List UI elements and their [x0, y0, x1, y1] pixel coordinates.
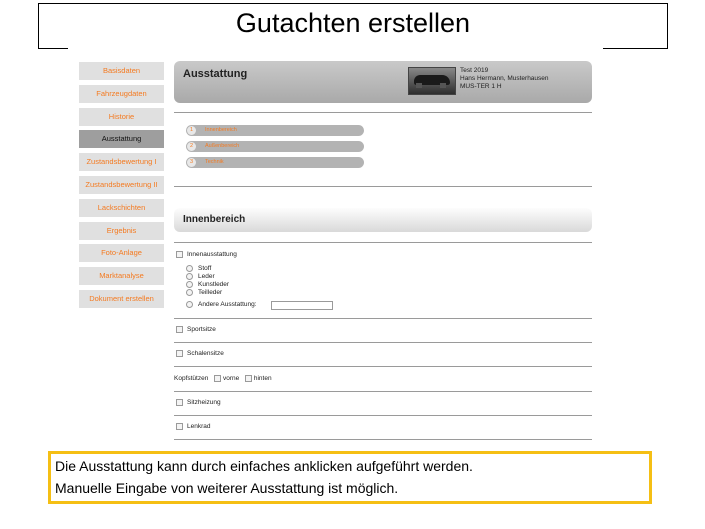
- nav-item-ausstattung[interactable]: Ausstattung: [79, 130, 164, 148]
- kopfstuetzen-label: Kopfstützen: [174, 375, 209, 382]
- nav-item-historie[interactable]: Historie: [79, 108, 164, 126]
- sitzheizung-label: Sitzheizung: [187, 399, 221, 406]
- nav-item-ergebnis[interactable]: Ergebnis: [79, 222, 164, 240]
- radio-option[interactable]: [186, 289, 222, 296]
- lenkrad-row: [176, 423, 211, 430]
- step-label: Innenbereich: [205, 127, 237, 133]
- hinten-checkbox[interactable]: [245, 375, 252, 382]
- radio-label: Teilleder: [198, 289, 223, 296]
- page-header: [174, 61, 592, 103]
- car-thumbnail[interactable]: [408, 67, 456, 95]
- innenausstattung-row: [176, 251, 237, 258]
- case-info: [460, 67, 549, 91]
- radio-button[interactable]: [186, 281, 193, 288]
- radio-option[interactable]: [186, 301, 257, 308]
- divider: [174, 366, 592, 367]
- sidebar-nav: [79, 62, 164, 313]
- nav-item-lackschichten[interactable]: Lackschichten: [79, 199, 164, 217]
- divider: [174, 415, 592, 416]
- sportsitze-label: Sportsitze: [187, 326, 216, 333]
- radio-option[interactable]: [186, 265, 211, 272]
- page-title: Ausstattung: [183, 68, 248, 80]
- divider: [174, 439, 592, 440]
- radio-label: Leder: [198, 273, 215, 280]
- step-innenbereich[interactable]: [186, 125, 364, 136]
- step-number: 2: [187, 142, 196, 151]
- innenausstattung-checkbox[interactable]: [176, 251, 183, 258]
- vorne-label: vorne: [222, 375, 240, 382]
- step-label: Außenbereich: [205, 143, 240, 149]
- vorne-checkbox[interactable]: [214, 375, 221, 382]
- schalensitze-row: [176, 350, 224, 357]
- lenkrad-label: Lenkrad: [187, 423, 211, 430]
- radio-option[interactable]: [186, 273, 215, 280]
- radio-label: Kunstleder: [198, 281, 230, 288]
- innenausstattung-label: Innenausstattung: [187, 251, 237, 258]
- slide-title: Gutachten erstellen: [235, 8, 471, 38]
- case-name: Test 2019: [460, 67, 489, 74]
- section-title: Innenbereich: [183, 214, 246, 225]
- nav-item-foto-anlage[interactable]: Foto-Anlage: [79, 244, 164, 262]
- section-header: [174, 208, 592, 232]
- schalensitze-checkbox[interactable]: [176, 350, 183, 357]
- note-line-2: Manuelle Eingabe von weiterer Ausstattung ist möglich.: [55, 480, 399, 496]
- sitzheizung-checkbox[interactable]: [176, 399, 183, 406]
- schalensitze-label: Schalensitze: [187, 350, 224, 357]
- nav-item-dokument-erstellen[interactable]: Dokument erstellen: [79, 290, 164, 308]
- step-aussenbereich[interactable]: [186, 141, 364, 152]
- sitzheizung-row: [176, 399, 221, 406]
- step-number: 1: [187, 126, 196, 135]
- step-technik[interactable]: [186, 157, 364, 168]
- nav-item-zustandsbewertung-2[interactable]: Zustandsbewertung II: [79, 176, 164, 194]
- radio-label: Stoff: [198, 265, 212, 272]
- divider: [174, 342, 592, 343]
- radio-button[interactable]: [186, 265, 193, 272]
- title-underline-left: [38, 48, 68, 49]
- radio-button[interactable]: [186, 301, 193, 308]
- nav-item-marktanalyse[interactable]: Marktanalyse: [79, 267, 164, 285]
- radio-label: Andere Ausstattung:: [198, 301, 257, 308]
- nav-item-fahrzeugdaten[interactable]: Fahrzeugdaten: [79, 85, 164, 103]
- nav-item-zustandsbewertung-1[interactable]: Zustandsbewertung I: [79, 153, 164, 171]
- note-line-1: Die Ausstattung kann durch einfaches anklicken aufgeführt werden.: [55, 458, 473, 474]
- title-underline-right: [603, 48, 668, 49]
- license-plate: MUS-TER 1 H: [460, 83, 502, 90]
- lenkrad-checkbox[interactable]: [176, 423, 183, 430]
- divider: [174, 318, 592, 319]
- kopfstuetzen-row: [174, 375, 272, 382]
- nav-item-basisdaten[interactable]: Basisdaten: [79, 62, 164, 80]
- step-label: Technik: [205, 159, 224, 165]
- divider: [174, 112, 592, 113]
- step-number: 3: [187, 158, 196, 167]
- radio-button[interactable]: [186, 273, 193, 280]
- hinten-label: hinten: [253, 375, 272, 382]
- owner-name: Hans Hermann, Musterhausen: [460, 75, 549, 82]
- radio-option[interactable]: [186, 281, 229, 288]
- other-equipment-input[interactable]: [271, 301, 333, 310]
- sportsitze-row: [176, 326, 216, 333]
- sportsitze-checkbox[interactable]: [176, 326, 183, 333]
- divider: [174, 391, 592, 392]
- divider: [174, 186, 592, 187]
- radio-button[interactable]: [186, 289, 193, 296]
- divider: [174, 242, 592, 243]
